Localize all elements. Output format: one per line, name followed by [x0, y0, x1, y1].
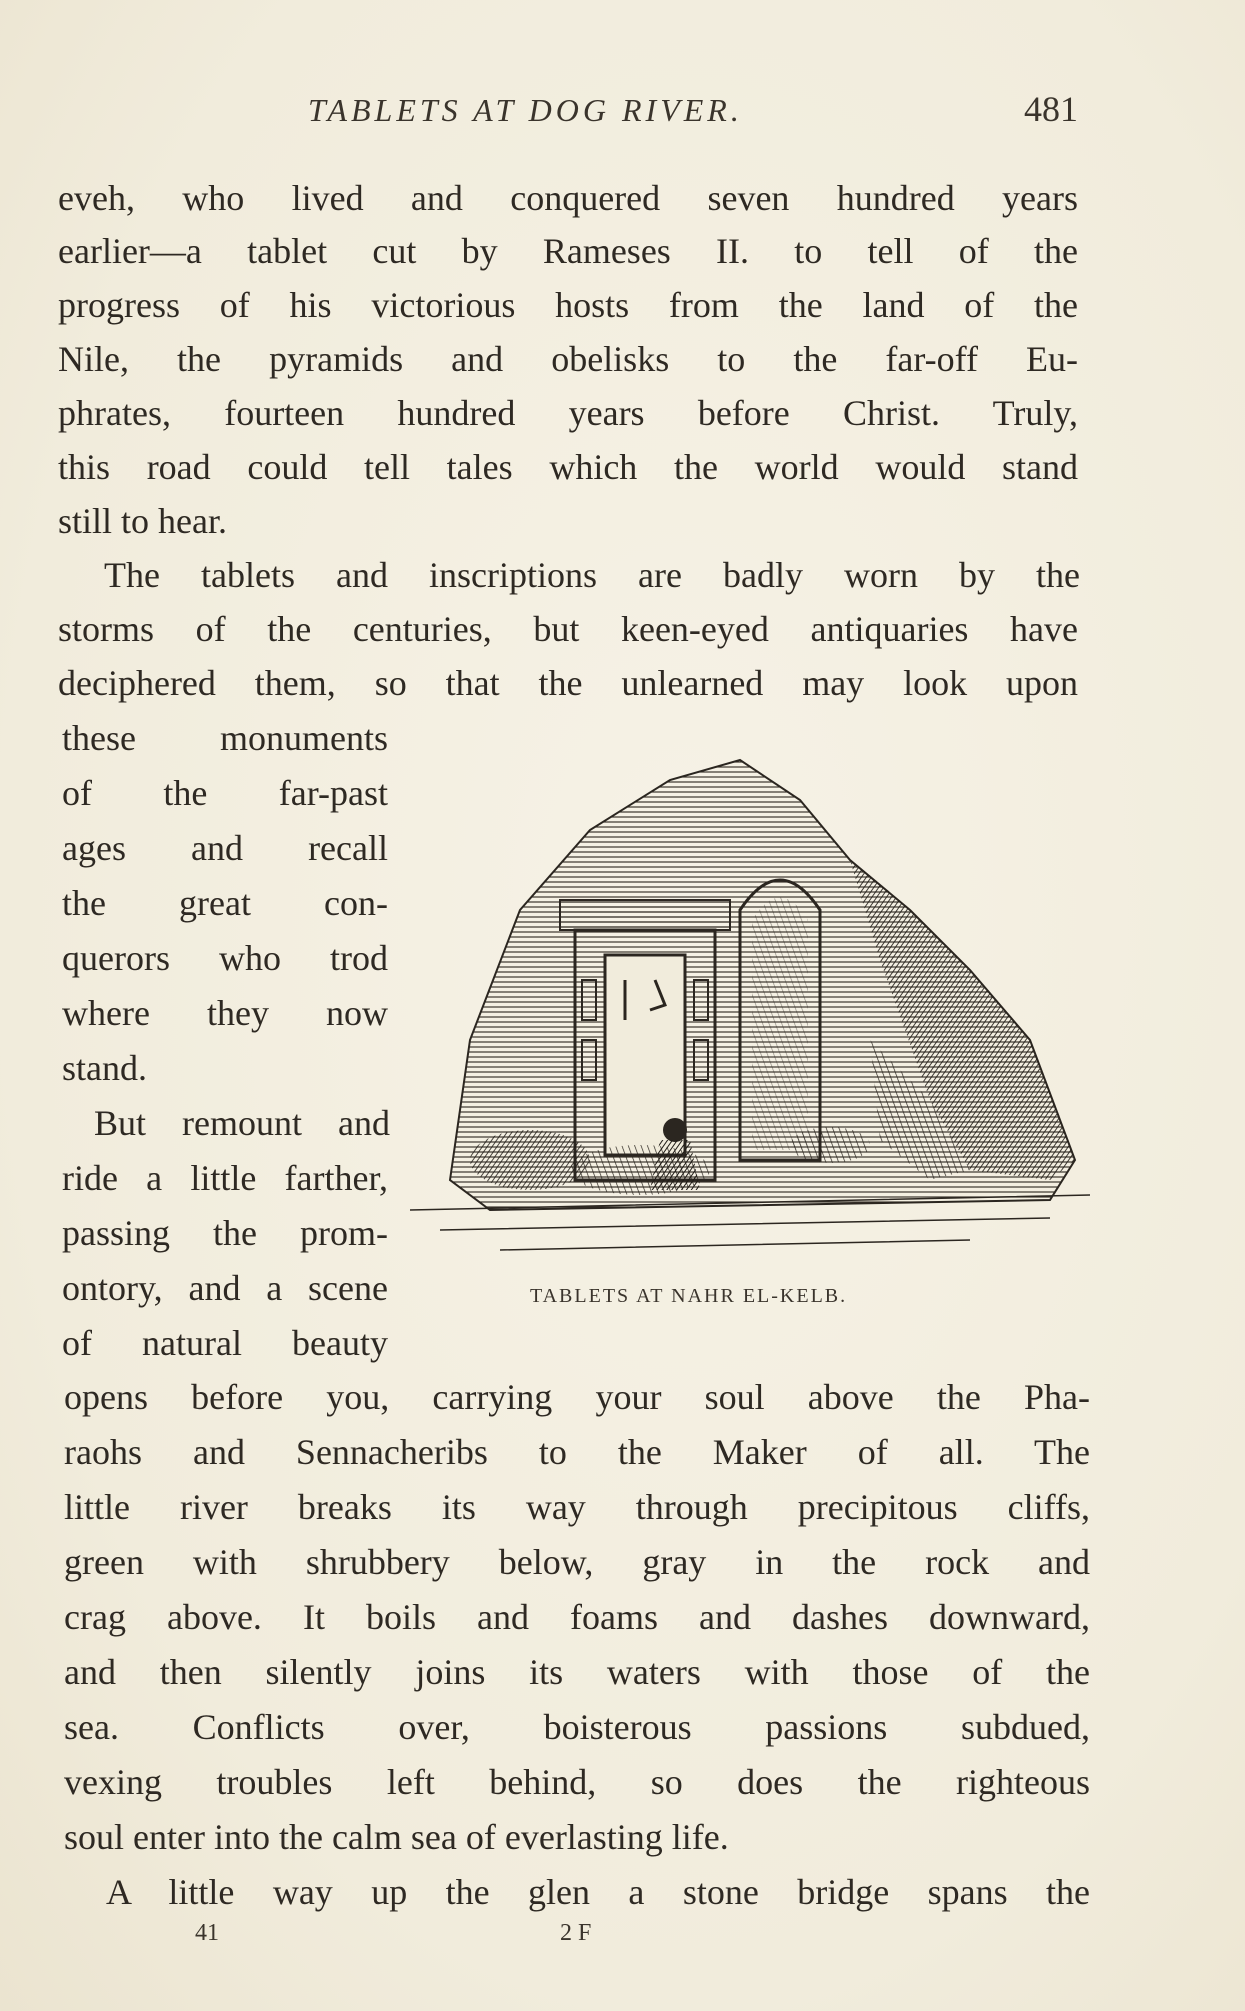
- text-line: these monuments: [62, 718, 388, 758]
- figure-caption: TABLETS AT NAHR EL-KELB.: [530, 1285, 848, 1307]
- text-line: raohs and Sennacheribs to the Maker of all. The: [64, 1432, 1090, 1472]
- text-line: and then silently joins its waters with those of the: [64, 1652, 1090, 1692]
- text-line: earlier—a tablet cut by Rameses II. to tell of the: [58, 231, 1078, 271]
- page-number: 481: [1024, 89, 1078, 129]
- text-line: deciphered them, so that the unlearned may look upon: [58, 663, 1078, 703]
- text-line: phrates, fourteen hundred years before Christ. Truly,: [58, 393, 1078, 433]
- text-line: where they now: [62, 993, 388, 1033]
- text-line: querors who trod: [62, 938, 388, 978]
- text-line: of natural beauty: [62, 1323, 388, 1363]
- running-title: TABLETS AT DOG RIVER.: [308, 92, 743, 128]
- text-line: crag above. It boils and foams and dashes downward,: [64, 1597, 1090, 1637]
- signature-mark-right: 2 F: [560, 1920, 592, 1946]
- text-line: Nile, the pyramids and obelisks to the far-off Eu-: [58, 339, 1078, 379]
- text-line: this road could tell tales which the world would stand: [58, 447, 1078, 487]
- text-line: green with shrubbery below, gray in the rock and: [64, 1542, 1090, 1582]
- text-line: the great con-: [62, 883, 388, 923]
- running-head: [58, 89, 1078, 142]
- signature-mark-left: 41: [195, 1920, 219, 1946]
- engraving-illustration: [410, 740, 1090, 1265]
- text-line: eveh, who lived and conquered seven hundred years: [58, 178, 1078, 218]
- text-line: still to hear.: [58, 501, 227, 541]
- text-line: soul enter into the calm sea of everlasting life.: [64, 1817, 729, 1857]
- text-line: little river breaks its way through precipitous cliffs,: [64, 1487, 1090, 1527]
- text-line: ride a little farther,: [62, 1158, 388, 1198]
- text-line: But remount and: [94, 1103, 390, 1143]
- text-line: passing the prom-: [62, 1213, 388, 1253]
- text-line: ages and recall: [62, 828, 388, 868]
- text-line: storms of the centuries, but keen-eyed antiquaries have: [58, 609, 1078, 649]
- text-line: ontory, and a scene: [62, 1268, 388, 1308]
- text-line: The tablets and inscriptions are badly worn by the: [104, 555, 1080, 595]
- text-line: sea. Conflicts over, boisterous passions subdued,: [64, 1707, 1090, 1747]
- text-line: opens before you, carrying your soul above the Pha-: [64, 1377, 1090, 1417]
- text-line: stand.: [62, 1048, 147, 1088]
- text-line: A little way up the glen a stone bridge spans the: [106, 1872, 1090, 1912]
- engraving-drawing: [410, 740, 1090, 1265]
- text-line: progress of his victorious hosts from the land of the: [58, 285, 1078, 325]
- text-line: vexing troubles left behind, so does the righteous: [64, 1762, 1090, 1802]
- text-line: of the far-past: [62, 773, 388, 813]
